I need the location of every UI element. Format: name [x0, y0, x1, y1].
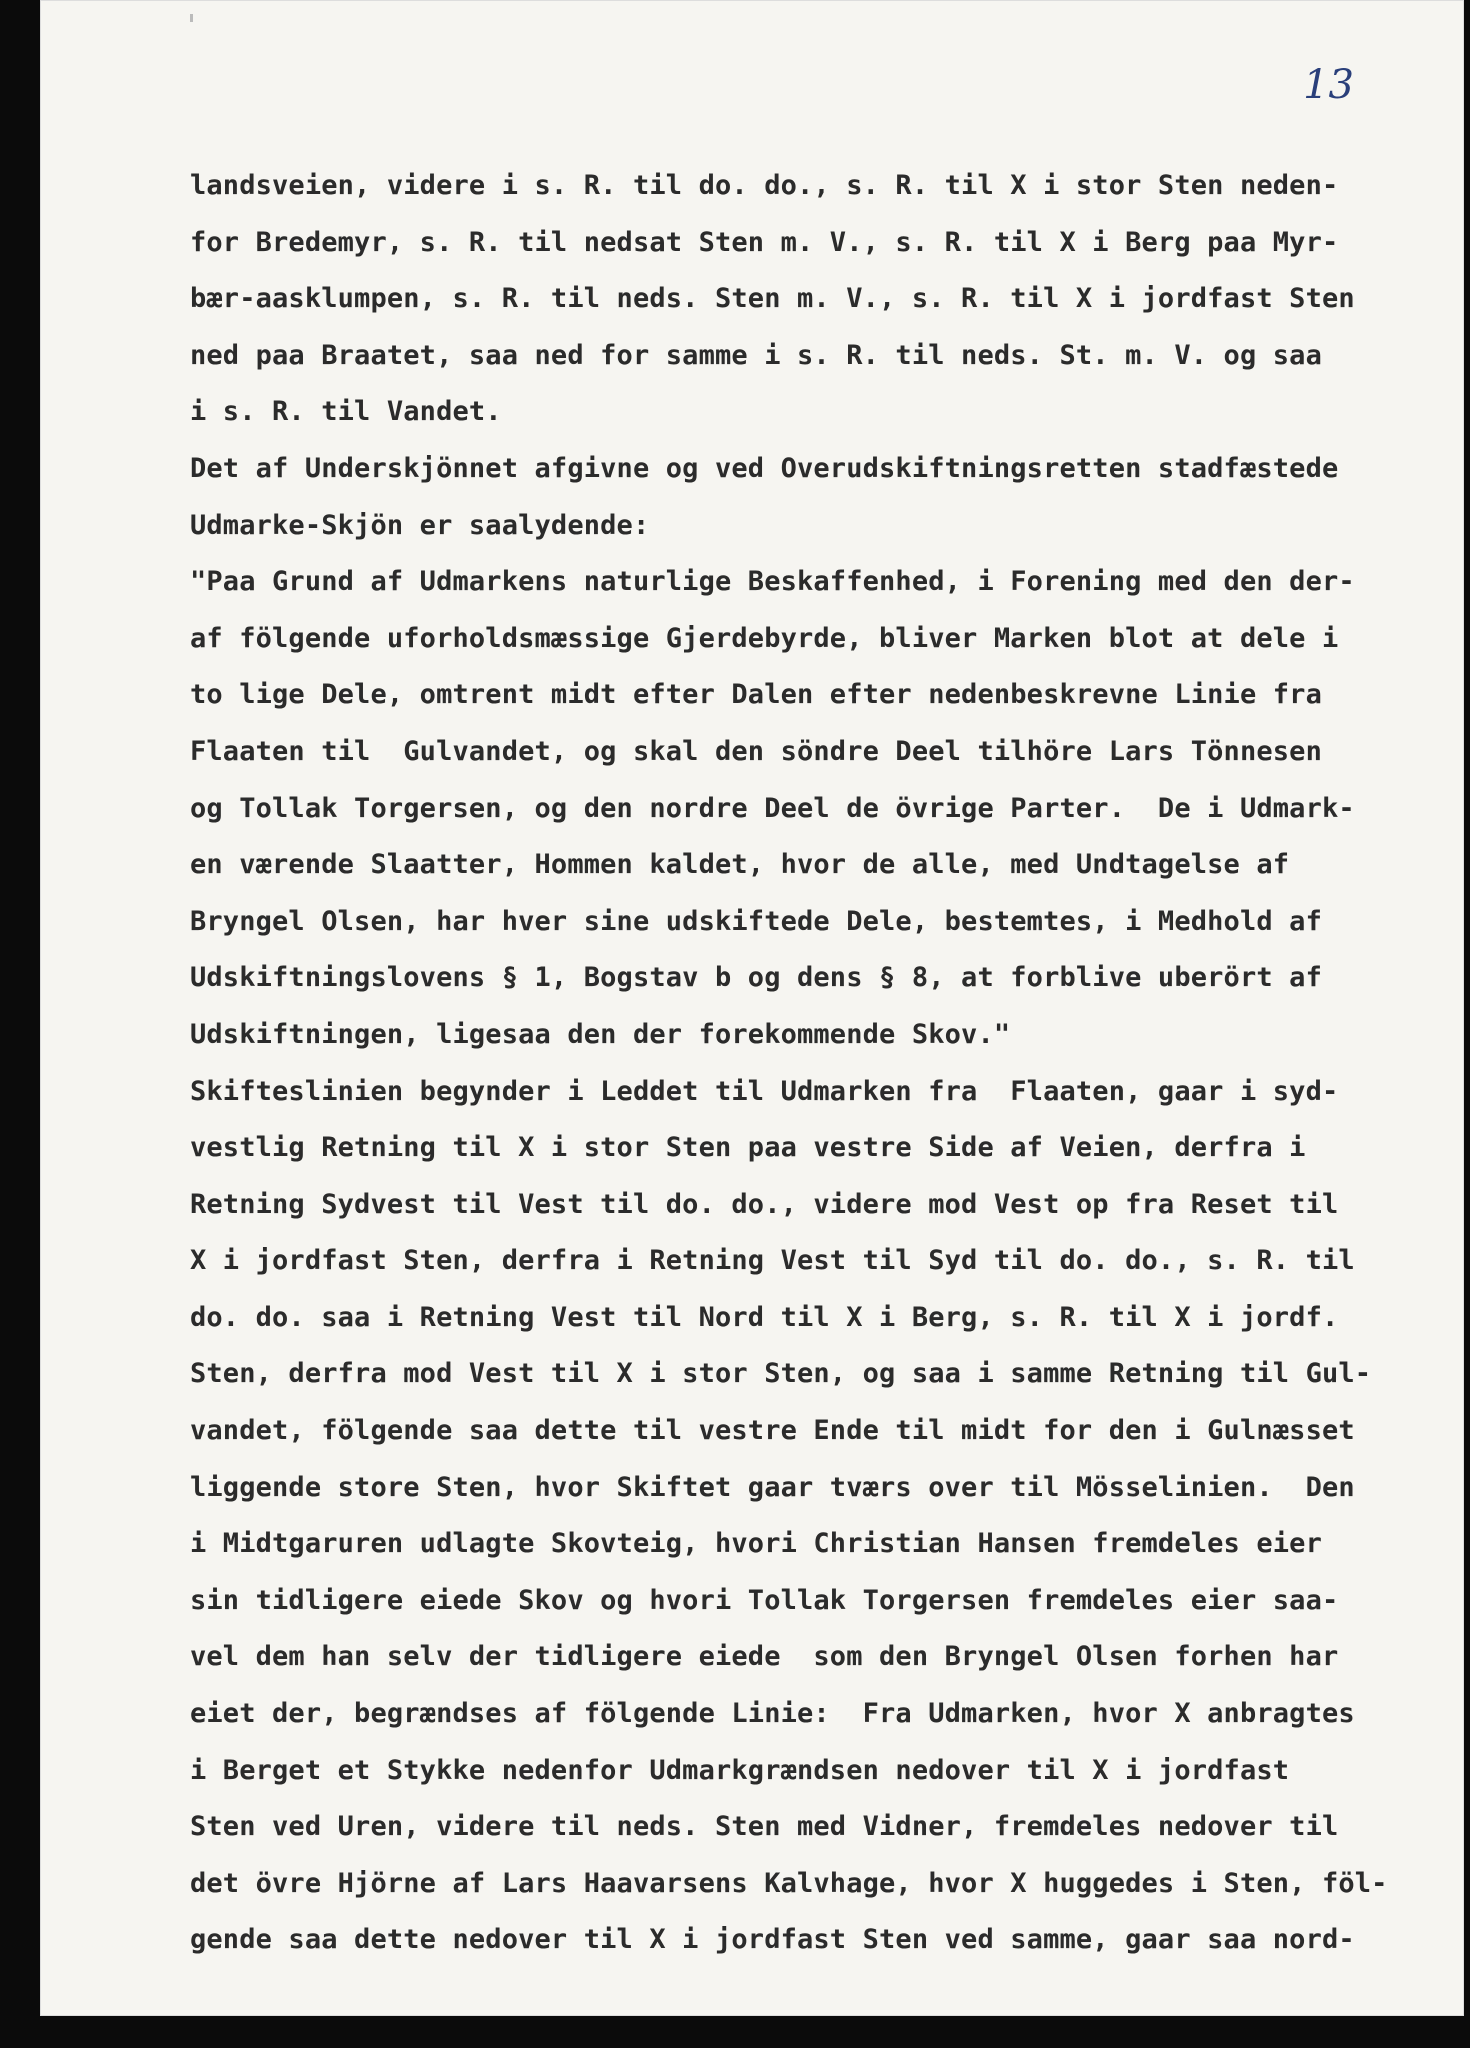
text-line: i s. R. til Vandet. [190, 396, 502, 428]
text-line: Sten, derfra mod Vest til X i stor Sten, og saa i samme Retning til Gul- [190, 1358, 1372, 1390]
text-line: Udskiftningslovens § 1, Bogstav b og dens § 8, at forblive uberört af [190, 962, 1322, 994]
text-line: sin tidligere eiede Skov og hvori Tollak Torgersen fremdeles eier saa- [190, 1584, 1339, 1616]
text-line: vestlig Retning til X i stor Sten paa vestre Side af Veien, derfra i [190, 1132, 1306, 1164]
text-line: og Tollak Torgersen, og den nordre Deel de övrige Parter. De i Udmark- [190, 792, 1355, 824]
text-line: i Midtgaruren udlagte Skovteig, hvori Christian Hansen fremdeles eier [190, 1528, 1322, 1560]
text-line: do. do. saa i Retning Vest til Nord til X i Berg, s. R. til X i jordf. [190, 1301, 1339, 1333]
text-line: af fölgende uforholdsmæssige Gjerdebyrde, bliver Marken blot at dele i [190, 622, 1339, 654]
text-line: ned paa Braatet, saa ned for samme i s. R. til neds. St. m. V. og saa [190, 339, 1322, 371]
text-line: Retning Sydvest til Vest til do. do., videre mod Vest op fra Reset til [190, 1188, 1339, 1220]
text-line: Flaaten til Gulvandet, og skal den söndre Deel tilhöre Lars Tönnesen [190, 735, 1322, 767]
document-page [40, 0, 1464, 2016]
text-line: eiet der, begrændses af fölgende Linie: Fra Udmarken, hvor X anbragtes [190, 1698, 1355, 1730]
text-line: det övre Hjörne af Lars Haavarsens Kalvhage, hvor X huggedes i Sten, föl- [190, 1867, 1388, 1899]
text-line: en værende Slaatter, Hommen kaldet, hvor de alle, med Undtagelse af [190, 849, 1290, 881]
text-line: X i jordfast Sten, derfra i Retning Vest til Syd til do. do., s. R. til [190, 1245, 1355, 1277]
text-line: Bryngel Olsen, har hver sine udskiftede Dele, bestemtes, i Medhold af [190, 905, 1322, 937]
scan-mark [190, 14, 193, 22]
text-line: vel dem han selv der tidligere eiede som den Bryngel Olsen forhen har [190, 1641, 1339, 1673]
text-line: Sten ved Uren, videre til neds. Sten med Vidner, fremdeles nedover til [190, 1811, 1339, 1843]
text-line: to lige Dele, omtrent midt efter Dalen efter nedenbeskrevne Linie fra [190, 679, 1322, 711]
text-line: "Paa Grund af Udmarkens naturlige Beskaffenhed, i Forening med den der- [190, 566, 1355, 598]
text-line: liggende store Sten, hvor Skiftet gaar tværs over til Mösselinien. Den [190, 1471, 1355, 1503]
text-line: i Berget et Stykke nedenfor Udmarkgrændsen nedover til X i jordfast [190, 1754, 1290, 1786]
text-line: Skifteslinien begynder i Leddet til Udmarken fra Flaaten, gaar i syd- [190, 1075, 1339, 1107]
text-line: Det af Underskjönnet afgivne og ved Overudskiftningsretten stadfæstede [190, 452, 1339, 484]
text-line: gende saa dette nedover til X i jordfast Sten ved samme, gaar saa nord- [190, 1924, 1355, 1956]
text-line: landsveien, videre i s. R. til do. do., s. R. til X i stor Sten neden- [190, 170, 1339, 201]
text-line: vandet, fölgende saa dette til vestre Ende til midt for den i Gulnæsset [190, 1415, 1355, 1447]
text-line: Udskiftningen, ligesaa den der forekommende Skov." [190, 1018, 1011, 1050]
text-line: bær-aasklumpen, s. R. til neds. Sten m. V., s. R. til X i jordfast Sten [190, 283, 1355, 315]
document-body [190, 158, 1460, 1969]
page-number: 13 [1303, 62, 1354, 108]
text-line: for Bredemyr, s. R. til nedsat Sten m. V., s. R. til X i Berg paa Myr- [190, 226, 1339, 258]
text-line: Udmarke-Skjön er saalydende: [190, 509, 650, 541]
